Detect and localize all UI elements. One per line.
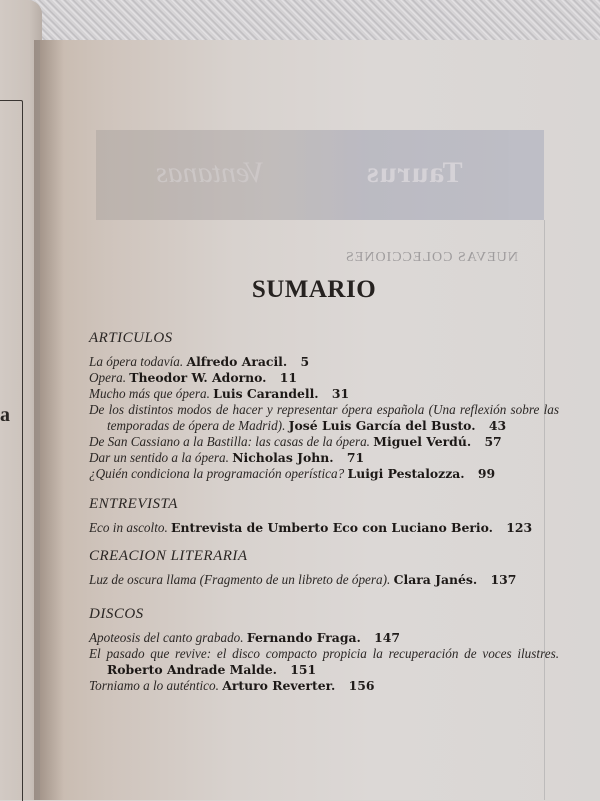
- entry-page: 43: [488, 418, 507, 433]
- entry-title: Dar un sentido a la ópera.: [89, 450, 229, 465]
- bleed-through-brand-2: Ventanas: [156, 156, 265, 189]
- bleed-through-brand: Taurus: [366, 156, 463, 189]
- entry-page: 147: [374, 630, 401, 645]
- entry-author: Fernando Fraga.: [246, 630, 361, 645]
- section-heading: ENTREVISTA: [89, 496, 178, 512]
- entry-author: Nicholas John.: [232, 450, 334, 465]
- entry-title: Apoteosis del canto grabado.: [89, 630, 244, 645]
- entry-page: 156: [348, 678, 375, 693]
- section-creacion-literaria: [89, 548, 559, 588]
- entry-title: Opera.: [89, 370, 126, 385]
- entry-author: Clara Janés.: [393, 572, 478, 587]
- entry-title: De los distintos modos de hacer y representar ópera española (Una reflexión sobre las temporadas de ópera de Madrid).: [89, 402, 559, 433]
- section-heading: DISCOS: [89, 606, 144, 622]
- toc-entry: [89, 402, 559, 434]
- page-gutter-shadow: [34, 40, 64, 800]
- entry-author: Alfredo Aracil.: [186, 354, 288, 369]
- section-discos: [89, 606, 559, 694]
- toc-entry: [89, 646, 559, 678]
- entry-title: Mucho más que ópera.: [89, 386, 210, 401]
- entry-author: Miguel Verdú.: [373, 434, 472, 449]
- entry-author: Roberto Andrade Malde.: [107, 662, 277, 677]
- entry-page: 31: [331, 386, 350, 401]
- bleed-through-banner: [96, 130, 544, 220]
- toc-entry: [89, 520, 559, 536]
- entry-page: 137: [490, 572, 517, 587]
- entry-author: Luigi Pestalozza.: [347, 466, 465, 481]
- entry-page: 71: [346, 450, 365, 465]
- entry-page: 123: [506, 520, 533, 535]
- left-page-frame-line: [0, 100, 23, 801]
- entry-author: Entrevista de Umberto Eco con Luciano Berio.: [171, 520, 493, 535]
- entry-title: ¿Quién condiciona la programación operística?: [89, 466, 345, 481]
- entry-title: Torniamo a lo auténtico.: [89, 678, 219, 693]
- entry-page: 11: [279, 370, 298, 385]
- section-articulos: [89, 330, 559, 482]
- entry-author: Arturo Reverter.: [222, 678, 336, 693]
- entry-author: José Luis García del Busto.: [288, 418, 476, 433]
- toc-entry: [89, 370, 559, 386]
- toc-entry: [89, 434, 559, 450]
- bleed-through-label: NUEVAS COLECCIONES: [345, 250, 518, 265]
- table-of-contents: [89, 276, 559, 694]
- entry-author: Luis Carandell.: [213, 386, 319, 401]
- toc-entry: [89, 466, 559, 482]
- toc-entry: [89, 354, 559, 370]
- entry-title: La ópera todavía.: [89, 354, 184, 369]
- toc-entry: [89, 450, 559, 466]
- left-page-text-fragment: a: [0, 404, 10, 426]
- entry-page: 5: [300, 354, 310, 369]
- entry-author: Theodor W. Adorno.: [129, 370, 267, 385]
- page-title: SUMARIO: [251, 276, 377, 303]
- entry-page: 57: [484, 434, 502, 449]
- section-heading: ARTICULOS: [89, 330, 173, 346]
- entry-page: 99: [477, 466, 496, 481]
- toc-entry: [89, 630, 559, 646]
- entry-page: 151: [290, 662, 317, 677]
- toc-entry: [89, 678, 559, 694]
- section-entrevista: [89, 496, 559, 536]
- toc-entry: [89, 386, 559, 402]
- entry-title: Eco in ascolto.: [89, 520, 168, 535]
- section-heading: CREACION LITERARIA: [89, 548, 248, 564]
- toc-entry: [89, 572, 559, 588]
- entry-title: Luz de oscura llama (Fragmento de un libreto de ópera).: [89, 572, 391, 587]
- entry-title: El pasado que revive: el disco compacto propicia la recuperación de voces ilustres.: [89, 646, 559, 661]
- entry-title: De San Cassiano a la Bastilla: las casas de la ópera.: [89, 434, 370, 449]
